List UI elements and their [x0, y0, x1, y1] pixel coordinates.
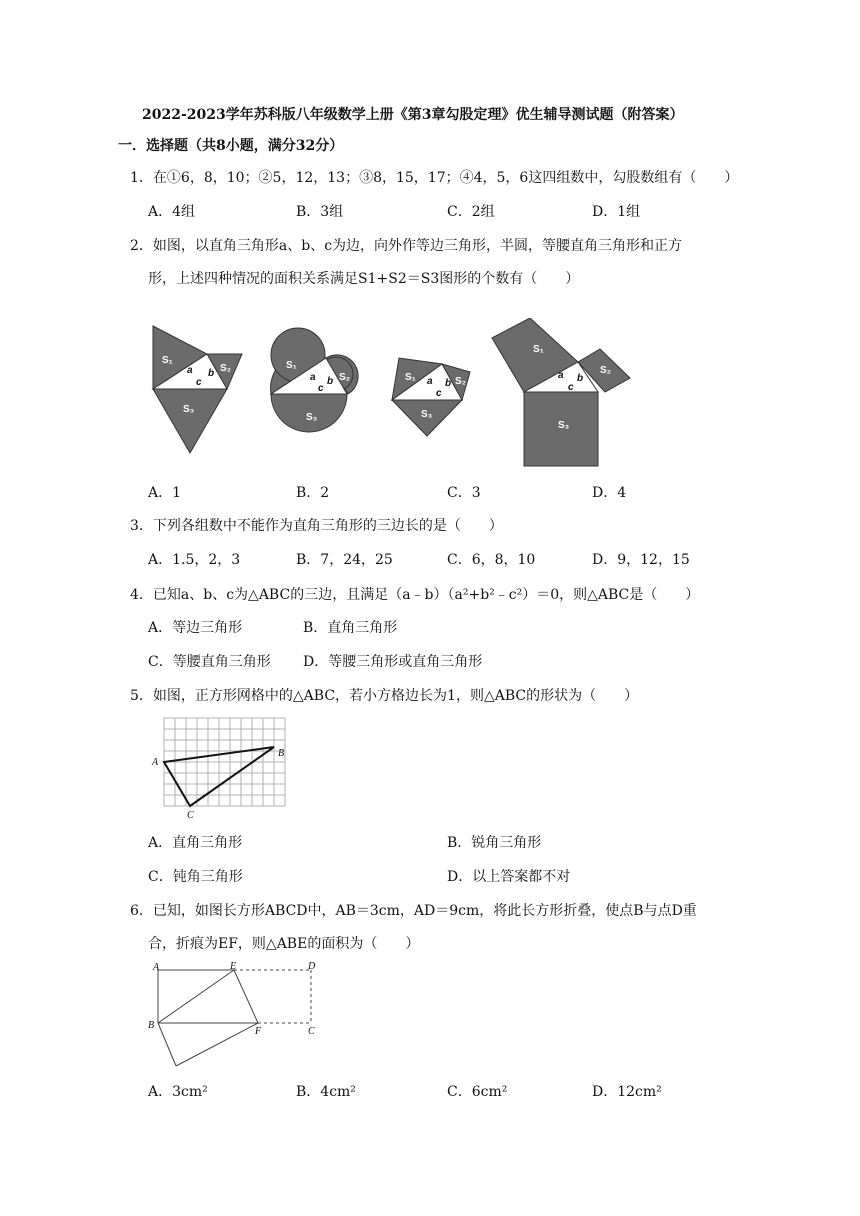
question-6-stem-line2: 合，折痕为EF，则△ABE的面积为（ ） — [148, 936, 420, 952]
svg-text:S₁: S₁ — [286, 360, 297, 371]
q6-label-b: B — [148, 1020, 155, 1031]
svg-text:b: b — [445, 378, 452, 389]
svg-text:S₃: S₃ — [558, 420, 570, 431]
figure-isosceles-right — [392, 358, 470, 436]
q1-option-c[interactable]: C．2组 — [447, 204, 495, 220]
q5-option-b[interactable]: B．锐角三角形 — [447, 835, 542, 851]
q2-figures — [140, 318, 640, 473]
svg-text:S₁: S₁ — [405, 372, 416, 383]
question-6-stem-line1: 6．已知，如图长方形ABCD中，AB＝3cm，AD＝9cm，将此长方形折叠，使点B与点D重 — [130, 903, 697, 919]
svg-text:S₃: S₃ — [306, 412, 318, 423]
q4-option-c[interactable]: C．等腰直角三角形 — [148, 654, 271, 670]
svg-text:b: b — [577, 373, 584, 384]
q5-option-d[interactable]: D．以上答案都不对 — [447, 869, 571, 885]
figure-squares — [492, 318, 630, 466]
figure-equilateral — [153, 326, 242, 453]
q2-option-a[interactable]: A．1 — [148, 485, 182, 501]
q5-label-c: C — [187, 810, 194, 821]
q6-label-a: A — [153, 962, 160, 973]
q5-option-c[interactable]: C．钝角三角形 — [148, 869, 243, 885]
figure-semicircle — [271, 328, 359, 432]
q6-label-e: E — [230, 961, 237, 972]
svg-text:c: c — [196, 377, 202, 388]
q6-option-d[interactable]: D．12cm² — [592, 1084, 662, 1100]
svg-text:S₃: S₃ — [421, 409, 433, 420]
q6-rectangle-figure — [146, 958, 331, 1073]
q3-option-d[interactable]: D．9，12，15 — [592, 552, 690, 568]
svg-text:S₂: S₂ — [220, 363, 232, 374]
q1-option-d[interactable]: D．1组 — [592, 204, 641, 220]
svg-text:S₁: S₁ — [162, 355, 173, 366]
q4-option-d[interactable]: D．等腰三角形或直角三角形 — [303, 654, 483, 670]
svg-text:c: c — [568, 382, 574, 393]
q4-option-a[interactable]: A．等边三角形 — [148, 620, 243, 636]
svg-text:S₂: S₂ — [455, 376, 467, 387]
svg-text:a: a — [427, 376, 433, 387]
page-title: 2022-2023学年苏科版八年级数学上册《第3章勾股定理》优生辅导测试题（附答案） — [142, 107, 684, 123]
q6-label-c: C — [308, 1026, 315, 1037]
q4-option-b[interactable]: B．直角三角形 — [303, 620, 398, 636]
q5-label-a: A — [152, 757, 159, 768]
svg-text:S₁: S₁ — [533, 344, 544, 355]
q6-option-c[interactable]: C．6cm² — [447, 1084, 508, 1100]
section-heading: 一．选择题（共8小题，满分32分） — [118, 138, 344, 154]
q1-option-b[interactable]: B．3组 — [296, 204, 344, 220]
question-4-stem: 4．已知a、b、c为△ABC的三边，且满足（a﹣b）（a²+b²﹣c²）＝0，则△ABC是（ ） — [130, 587, 700, 603]
q3-option-a[interactable]: A．1.5，2，3 — [148, 552, 241, 568]
svg-text:c: c — [318, 383, 324, 394]
svg-text:S₂: S₂ — [600, 365, 612, 376]
q2-option-b[interactable]: B．2 — [296, 485, 330, 501]
question-3-stem: 3．下列各组数中不能作为直角三角形的三边长的是（ ） — [130, 518, 503, 534]
q5-grid-figure — [148, 714, 298, 824]
q5-label-b: B — [278, 748, 285, 759]
question-5-stem: 5．如图，正方形网格中的△ABC，若小方格边长为1，则△ABC的形状为（ ） — [130, 688, 639, 704]
svg-text:a: a — [558, 370, 564, 381]
q2-option-c[interactable]: C．3 — [447, 485, 481, 501]
q3-option-c[interactable]: C．6，8，10 — [447, 552, 536, 568]
svg-text:b: b — [208, 368, 215, 379]
svg-text:a: a — [187, 365, 193, 376]
q6-option-b[interactable]: B．4cm² — [296, 1084, 356, 1100]
q5-option-a[interactable]: A．直角三角形 — [148, 835, 243, 851]
svg-text:b: b — [327, 376, 334, 387]
question-1-stem: 1．在①6，8，10；②5，12，13；③8，15，17；④4，5，6这四组数中，勾股数组有（ ） — [130, 170, 739, 186]
q1-option-a[interactable]: A．4组 — [148, 204, 196, 220]
q3-option-b[interactable]: B．7，24，25 — [296, 552, 393, 568]
svg-text:S₃: S₃ — [183, 404, 195, 415]
svg-text:S₂: S₂ — [339, 372, 351, 383]
q2-option-d[interactable]: D．4 — [592, 485, 627, 501]
question-2-stem-line2: 形，上述四种情况的面积关系满足S1+S2＝S3图形的个数有（ ） — [148, 271, 580, 287]
q6-label-d: D — [308, 961, 316, 972]
q6-option-a[interactable]: A．3cm² — [148, 1084, 208, 1100]
q6-label-f: F — [255, 1026, 262, 1037]
svg-text:a: a — [310, 372, 316, 383]
svg-text:c: c — [436, 388, 442, 399]
question-2-stem-line1: 2．如图，以直角三角形a、b、c为边，向外作等边三角形，半圆，等腰直角三角形和正方 — [130, 238, 683, 254]
